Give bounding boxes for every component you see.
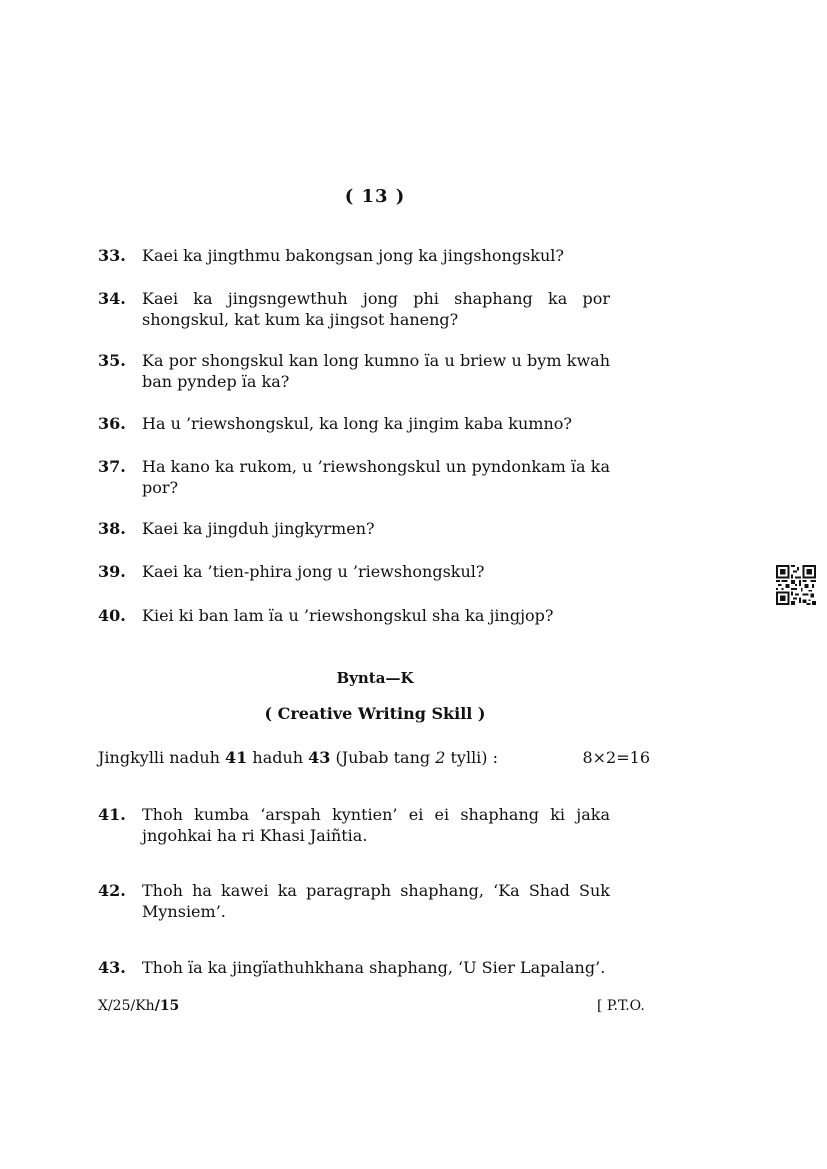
- question-43: [98, 957, 610, 978]
- paper-code-prefix: X/25/Kh: [98, 998, 155, 1014]
- instruction-text: (Jubab tang: [330, 748, 436, 767]
- paper-code-suffix: /15: [154, 998, 180, 1014]
- question-number: 39.: [98, 562, 126, 581]
- question-number: 36.: [98, 414, 126, 433]
- qr-code-icon: [776, 565, 816, 605]
- question-text: Kaei ka jingsngewthuh jong phi shaphang ka por shongskul, kat kum ka jingsot haneng?: [142, 289, 610, 329]
- question-number: 35.: [98, 351, 126, 370]
- question-number: 43.: [98, 958, 126, 977]
- instruction-count: 2: [435, 748, 446, 767]
- question-text: Kaei ka ’tien-phira jong u ’riewshongskul?: [142, 562, 485, 581]
- instruction-number: 41: [225, 748, 248, 767]
- instruction-text: tylli) :: [445, 748, 499, 767]
- question-39: [98, 561, 610, 582]
- section-title: Bynta—K: [336, 669, 414, 687]
- question-40: [98, 605, 610, 626]
- question-33: [98, 245, 610, 266]
- question-36: [98, 413, 610, 434]
- question-42: [98, 880, 610, 922]
- question-number: 38.: [98, 519, 126, 538]
- instruction-number: 43: [308, 748, 331, 767]
- question-number: 37.: [98, 457, 126, 476]
- section-instruction: [98, 747, 650, 768]
- question-number: 40.: [98, 606, 126, 625]
- marks: 8×2=16: [582, 748, 650, 767]
- question-text: Thoh ïa ka jingïathuhkhana shaphang, ‘U Sier Lapalang’.: [142, 958, 606, 977]
- question-35: [98, 350, 610, 392]
- instruction-text: haduh: [247, 748, 309, 767]
- question-number: 41.: [98, 805, 126, 824]
- instruction-text: Jingkylli naduh: [98, 748, 226, 767]
- question-text: Ha kano ka rukom, u ’riewshongskul un pyndonkam ïa ka por?: [142, 457, 610, 497]
- question-38: [98, 518, 610, 539]
- question-text: Ka por shongskul kan long kumno ïa u briew u bym kwah ban pyndep ïa ka?: [142, 351, 610, 391]
- pto-marker: [ P.T.O.: [597, 998, 645, 1014]
- question-text: Thoh ha kawei ka paragraph shaphang, ‘Ka Shad Suk Mynsiem’.: [142, 881, 610, 921]
- paper-code: [98, 998, 179, 1014]
- question-37: [98, 456, 610, 498]
- question-text: Kaei ka jingthmu bakongsan jong ka jingshongskul?: [142, 246, 564, 265]
- question-number: 33.: [98, 246, 126, 265]
- question-41: [98, 804, 610, 846]
- question-text: Kiei ki ban lam ïa u ’riewshongskul sha ka jingjop?: [142, 606, 554, 625]
- question-text: Ha u ’riewshongskul, ka long ka jingim kaba kumno?: [142, 414, 572, 433]
- question-text: Kaei ka jingduh jingkyrmen?: [142, 519, 375, 538]
- section-subtitle: ( Creative Writing Skill ): [264, 704, 486, 723]
- question-number: 42.: [98, 881, 126, 900]
- question-text: Thoh kumba ‘arspah kyntien’ ei ei shaphang ki jaka jngohkai ha ri Khasi Jaiñtia.: [142, 805, 610, 845]
- page-number: ( 13 ): [344, 186, 406, 207]
- question-number: 34.: [98, 289, 126, 308]
- question-34: [98, 288, 610, 330]
